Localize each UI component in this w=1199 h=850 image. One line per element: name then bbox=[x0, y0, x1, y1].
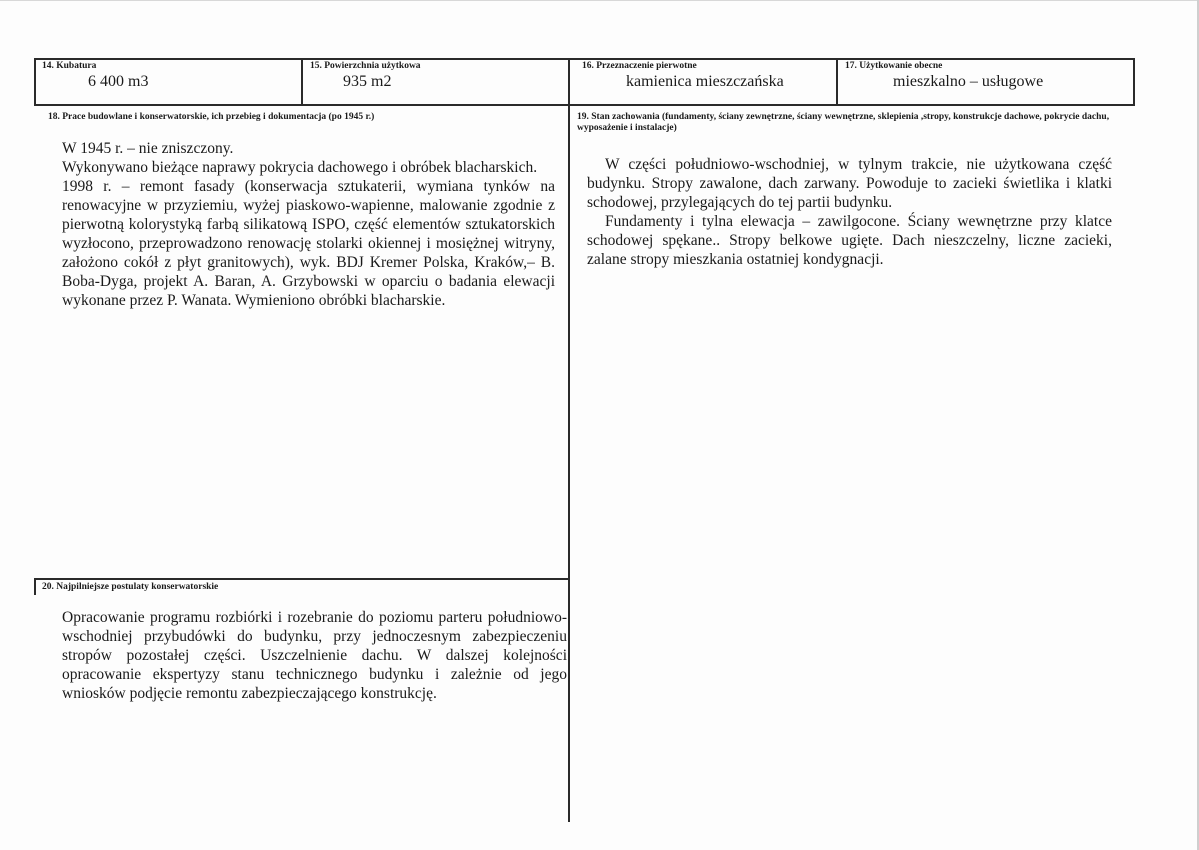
powierzchnia-label: 15. Powierzchnia użytkowa bbox=[310, 61, 421, 71]
prace-line-1998: 1998 r. – remont fasady (konserwacja sztukaterii, wymiana tynków na renowacyjne w przyziemiu, wyżej piaskowo-wapienne, malowanie zgodnie z pierwotną kolorystyką farbą silikatową ISPO, część elementów sztukatorskich wyzłocono, przeprowadzono renowację stolarki okiennej i mosiężnej witryny, założono cokół z płyt granitowych), wyk. BDJ Kremer Polska, Kraków,– B. Boba-Dyga, projekt A. Baran, A. Grzybowski w oparciu o badania elewacji wykonane przez P. Wanata. Wymieniono obróbki blacharskie. bbox=[62, 178, 555, 309]
uzytkowanie-value: mieszkalno – usługowe bbox=[893, 73, 1044, 90]
stan-para-1: W części południowo-wschodniej, w tylnym trakcie, nie użytkowana część budynku. Stropy zawalone, dach zarwany. Powoduje to zacieki świetlika i klatki schodowej, przylegających do tej partii budynku. bbox=[587, 156, 1112, 211]
rule-left-lower bbox=[34, 578, 36, 595]
rule-center bbox=[568, 58, 570, 822]
kubatura-label: 14. Kubatura bbox=[42, 61, 97, 71]
uzytkowanie-label: 17. Użytkowanie obecne bbox=[845, 61, 943, 71]
stan-label: 19. Stan zachowania (fundamenty, ściany zewnętrzne, ściany wewnętrzne, sklepienia ,stropy, konstrukcje dachowe, pokrycie dachu, wyposażenie i instalacje) bbox=[577, 112, 1110, 133]
stan-text bbox=[587, 155, 1112, 269]
rule-left bbox=[34, 58, 36, 106]
rule-header-bottom bbox=[34, 104, 1135, 106]
rule-col-16-17 bbox=[836, 58, 838, 106]
rule-col-14-15 bbox=[301, 58, 303, 106]
kubatura-value: 6 400 m3 bbox=[88, 73, 149, 90]
przeznaczenie-value: kamienica mieszczańska bbox=[626, 73, 784, 90]
prace-line-repairs: Wykonywano bieżące naprawy pokrycia dachowego i obróbek blacharskich. bbox=[62, 159, 538, 176]
prace-label: 18. Prace budowlane i konserwatorskie, ich przebieg i dokumentacja (po 1945 r.) bbox=[48, 112, 375, 122]
prace-line-1945: W 1945 r. – nie zniszczony. bbox=[62, 140, 234, 157]
stan-para-2: Fundamenty i tylna elewacja – zawilgocone. Ściany wewnętrzne przy klatce schodowej spękane.. Stropy belkowe ugięte. Dach nieszczelny, liczne zacieki, zalane stropy mieszkania ostatniej kondygnacji. bbox=[587, 213, 1112, 268]
postulaty-text: Opracowanie programu rozbiórki i rozebranie do poziomu parteru południowo-wschodniej przybudówki do budynku, przy jednoczesnym zabezpieczeniu stropów pozostałej części. Uszczelnienie dachu. W dalszej kolejności opracowanie ekspertyzy stanu technicznego budynku i zależnie od jego wniosków podjęcie remontu zabezpieczającego konstrukcję. bbox=[62, 609, 567, 702]
rule-top bbox=[34, 58, 1135, 60]
sheet-top-edge bbox=[0, 0, 1199, 1]
powierzchnia-value: 935 m2 bbox=[343, 73, 392, 90]
prace-text bbox=[62, 139, 555, 310]
rule-section20-top bbox=[34, 578, 570, 580]
rule-right bbox=[1133, 58, 1135, 106]
przeznaczenie-label: 16. Przeznaczenie pierwotne bbox=[582, 61, 697, 71]
postulaty-label: 20. Najpilniejsze postulaty konserwatorskie bbox=[42, 582, 219, 592]
